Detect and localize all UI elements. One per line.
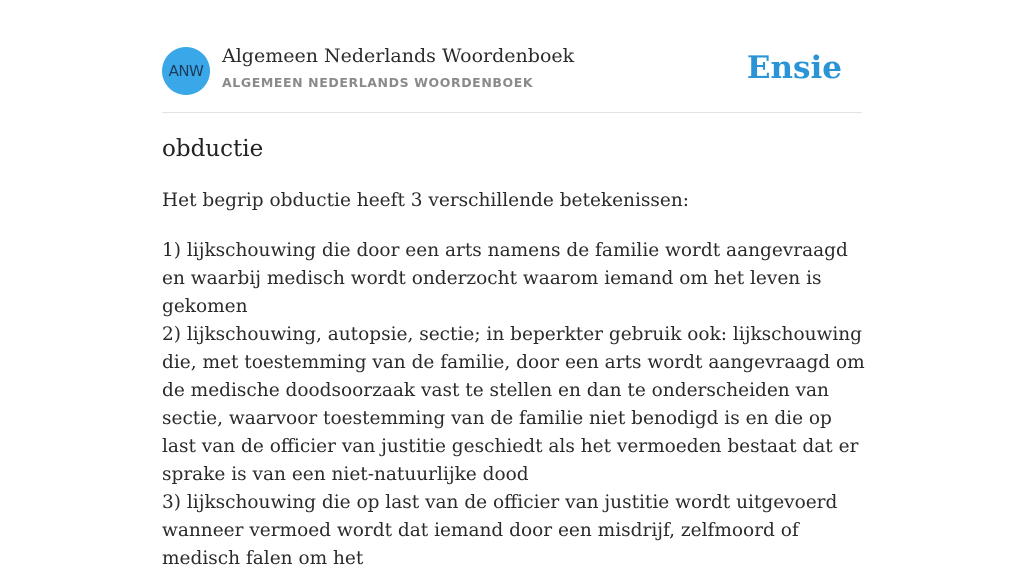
meaning-item-3: 3) lijkschouwing die op last van de officier van justitie wordt uitgevoerd wanneer vermoed wordt dat iemand door een misdrijf, zelfmoord of medisch falen om het xyxy=(162,492,838,569)
source-subtitle: ALGEMEEN NEDERLANDS WOORDENBOEK xyxy=(222,75,534,90)
meanings-list xyxy=(162,237,867,573)
ensie-brand-link[interactable]: Ensie xyxy=(746,50,842,86)
entry-intro: Het begrip obductie heeft 3 verschillende betekenissen: xyxy=(162,190,689,211)
logo-text: ANW xyxy=(168,62,204,80)
anw-logo-icon[interactable] xyxy=(162,47,210,95)
entry-word: obductie xyxy=(162,136,264,162)
source-title[interactable]: Algemeen Nederlands Woordenboek xyxy=(222,45,575,67)
meaning-item-1: 1) lijkschouwing die door een arts namens de familie wordt aangevraagd en waarbij medisch wordt onderzocht waarom iemand om het leven is gekomen xyxy=(162,240,848,317)
meaning-item-2: 2) lijkschouwing, autopsie, sectie; in beperkter gebruik ook: lijkschouwing die, met toestemming van de familie, door een arts wordt aangevraagd om de medische doodsoorzaak vast te stellen en dan te onderscheiden van sectie, waarvoor toestemming van de familie niet benodigd is en die op last van de officier van justitie geschiedt als het vermoeden bestaat dat er sprake is van een niet-natuurlijke dood xyxy=(162,324,865,485)
source-header xyxy=(162,0,862,113)
content-container xyxy=(162,0,865,569)
